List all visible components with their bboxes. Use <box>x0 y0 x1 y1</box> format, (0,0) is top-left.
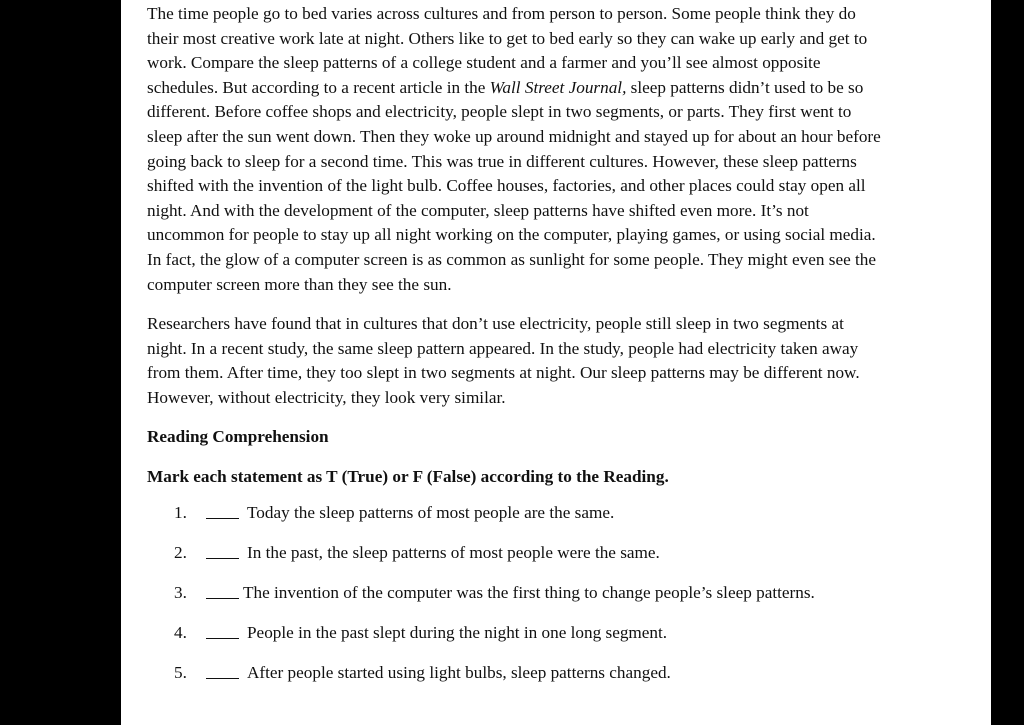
answer-blank[interactable] <box>206 623 239 639</box>
question-text: The invention of the computer was the first thing to change people’s sleep patterns. <box>243 582 815 602</box>
section-heading: Reading Comprehension <box>147 426 329 446</box>
source-title: Wall Street Journal, <box>489 77 627 97</box>
question-item <box>147 541 887 581</box>
question-text: After people started using light bulbs, sleep patterns changed. <box>247 662 671 682</box>
question-item <box>147 581 887 621</box>
paragraph-1-start: The time people go to bed varies across cultures and from person to person. Some people think they do their most creative work late at night. Others like to get to bed early so they can wake up early and get to work. Compare the sleep patterns of a college student and a farmer and you’ll see almost opposite schedules. But according to a recent article in the <box>147 4 868 97</box>
question-number: 3. <box>174 582 187 602</box>
document-content <box>147 0 887 701</box>
answer-blank[interactable] <box>206 663 239 679</box>
question-item <box>147 621 887 661</box>
instruction-text: Mark each statement as T (True) or F (False) according to the Reading. <box>147 466 669 486</box>
question-number: 5. <box>174 662 187 682</box>
question-text: People in the past slept during the night in one long segment. <box>247 622 668 642</box>
paragraph-1-end: sleep patterns didn’t used to be so different. Before coffee shops and electricity, people slept in two segments, or parts. They first went to sleep after the sun went down. Then they woke up around midnight and stayed up for about an hour before going back to sleep for a second time. This was true in different cultures. However, these sleep patterns shifted with the invention of the light bulb. Coffee houses, factories, and other places could stay open all night. And with the development of the computer, sleep patterns have shifted even more. It’s not uncommon for people to stay up all night working on the computer, playing games, or using social media. In fact, the glow of a computer screen is as common as sunlight for some people. They might even see the computer screen more than they see the sun. <box>147 77 881 294</box>
question-list <box>147 501 887 701</box>
question-number: 2. <box>174 542 187 562</box>
reading-paragraph-1 <box>147 2 887 297</box>
question-number: 4. <box>174 622 187 642</box>
reading-paragraph-2: Researchers have found that in cultures that don’t use electricity, people still sleep in two segments at night. In a recent study, the same sleep pattern appeared. In the study, people had electricity taken away from them. After time, they too slept in two segments at night. Our sleep patterns may be different now. However, without electricity, they look very similar. <box>147 314 860 407</box>
answer-blank[interactable] <box>206 543 239 559</box>
question-item <box>147 501 887 541</box>
answer-blank[interactable] <box>206 583 239 599</box>
question-item <box>147 661 887 701</box>
question-number: 1. <box>174 502 187 522</box>
question-text: In the past, the sleep patterns of most people were the same. <box>247 542 660 562</box>
question-text: Today the sleep patterns of most people are the same. <box>247 502 615 522</box>
answer-blank[interactable] <box>206 503 239 519</box>
document-page <box>121 0 991 725</box>
